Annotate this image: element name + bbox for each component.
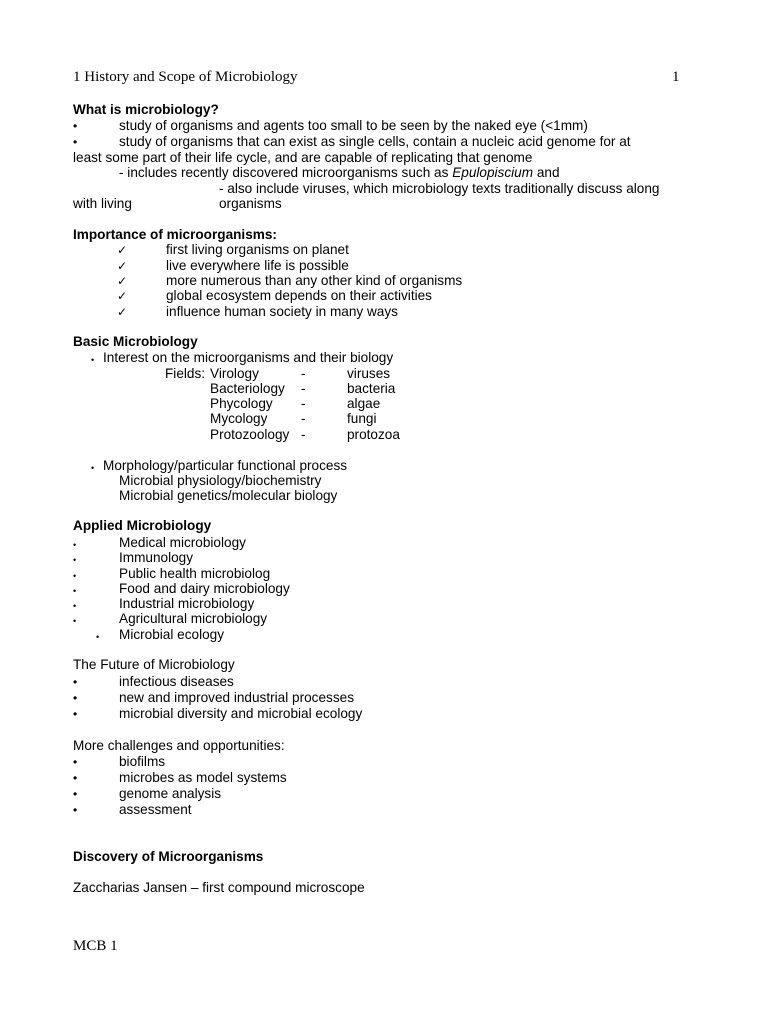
bullet-icon: •: [73, 691, 78, 705]
sub-note-continuation-b: organisms: [219, 196, 282, 211]
list-item-text: study of organisms that can exist as single cells, contain a nucleic acid genome for at: [119, 134, 631, 149]
section-heading-challenges: More challenges and opportunities:: [73, 738, 285, 753]
bullet-icon: •: [73, 571, 77, 581]
list-item-text: new and improved industrial processes: [119, 690, 354, 705]
sub-note-epulopiscium: - includes recently discovered microorganisms such as Epulopiscium and: [119, 165, 560, 180]
field-dash: -: [301, 381, 306, 396]
section-heading-applied: Applied Microbiology: [73, 518, 212, 533]
list-item-text: genome analysis: [119, 786, 222, 801]
field-name: Phycology: [210, 396, 273, 411]
section-heading-discovery: Discovery of Microorganisms: [73, 849, 264, 864]
bullet-icon: •: [73, 540, 77, 550]
list-item-text: Microbial ecology: [119, 627, 225, 642]
bullet-icon: •: [73, 755, 78, 769]
sub-topic: Microbial genetics/molecular biology: [119, 488, 338, 503]
section-heading-basic: Basic Microbiology: [73, 334, 198, 349]
section-heading-importance: Importance of microorganisms:: [73, 227, 277, 242]
sub-note-viruses: - also include viruses, which microbiology texts traditionally discuss along: [219, 181, 660, 196]
field-dash: -: [301, 427, 306, 442]
field-dash: -: [301, 396, 306, 411]
checkmark-icon: ✓: [117, 243, 128, 257]
checkmark-icon: ✓: [117, 274, 128, 288]
bullet-icon: •: [73, 135, 78, 149]
list-item-text: infectious diseases: [119, 674, 234, 689]
checkmark-icon: ✓: [117, 259, 128, 273]
running-footer: MCB 1: [73, 938, 118, 954]
list-item-text: Public health microbiolog: [119, 566, 271, 581]
sub-topic: Microbial physiology/biochemistry: [119, 473, 322, 488]
running-header-title: 1 History and Scope of Microbiology: [73, 69, 298, 85]
field-subject: bacteria: [347, 381, 396, 396]
species-name: Epulopiscium: [452, 165, 534, 180]
check-item-text: influence human society in many ways: [166, 304, 398, 319]
bullet-icon: •: [73, 707, 78, 721]
bullet-icon: •: [73, 803, 78, 817]
bullet-icon: •: [96, 632, 100, 642]
bullet-icon: •: [73, 675, 78, 689]
check-item-text: first living organisms on planet: [166, 242, 349, 257]
bullet-icon: •: [73, 616, 77, 626]
list-item-text: Immunology: [119, 550, 194, 565]
check-item-text: more numerous than any other kind of organisms: [166, 273, 463, 288]
sub-note-continuation-a: with living: [73, 196, 132, 211]
field-subject: algae: [347, 396, 381, 411]
checkmark-icon: ✓: [117, 289, 128, 303]
check-item-text: global ecosystem depends on their activities: [166, 288, 432, 303]
field-name: Virology: [210, 366, 259, 381]
list-item-text: Industrial microbiology: [119, 596, 255, 611]
section-heading-what-is: What is microbiology?: [73, 102, 219, 117]
list-item-text: Food and dairy microbiology: [119, 581, 290, 596]
bullet-icon: •: [73, 586, 77, 596]
list-item-text: biofilms: [119, 754, 166, 769]
bullet-icon: •: [91, 355, 95, 365]
field-dash: -: [301, 366, 306, 381]
checkmark-icon: ✓: [117, 305, 128, 319]
bullet-icon: •: [73, 555, 77, 565]
check-item-text: live everywhere life is possible: [166, 258, 349, 273]
list-item-text: study of organisms and agents too small to be seen by the naked eye (<1mm): [119, 118, 588, 133]
bullet-icon: •: [73, 787, 78, 801]
bullet-icon: •: [73, 119, 78, 133]
section-heading-future: The Future of Microbiology: [73, 657, 235, 672]
list-item-text: microbes as model systems: [119, 770, 287, 785]
field-name: Bacteriology: [210, 381, 285, 396]
list-item-text: Interest on the microorganisms and their biology: [103, 350, 394, 365]
list-item-text: Morphology/particular functional process: [103, 458, 348, 473]
list-item-text: assessment: [119, 802, 192, 817]
field-subject: protozoa: [347, 427, 400, 442]
list-item-continuation: least some part of their life cycle, and are capable of replicating that genome: [73, 150, 533, 165]
bullet-icon: •: [73, 771, 78, 785]
list-item-text: Agricultural microbiology: [119, 611, 268, 626]
field-subject: fungi: [347, 411, 377, 426]
discovery-line: Zaccharias Jansen – first compound microscope: [73, 880, 365, 895]
list-item-text: microbial diversity and microbial ecology: [119, 706, 363, 721]
bullet-icon: •: [91, 463, 95, 473]
fields-label: Fields:: [165, 366, 206, 381]
field-name: Mycology: [210, 411, 268, 426]
field-name: Protozoology: [210, 427, 290, 442]
bullet-icon: •: [73, 601, 77, 611]
list-item-text: Medical microbiology: [119, 535, 246, 550]
field-subject: viruses: [347, 366, 391, 381]
running-header-page-number: 1: [672, 69, 680, 85]
field-dash: -: [301, 411, 306, 426]
